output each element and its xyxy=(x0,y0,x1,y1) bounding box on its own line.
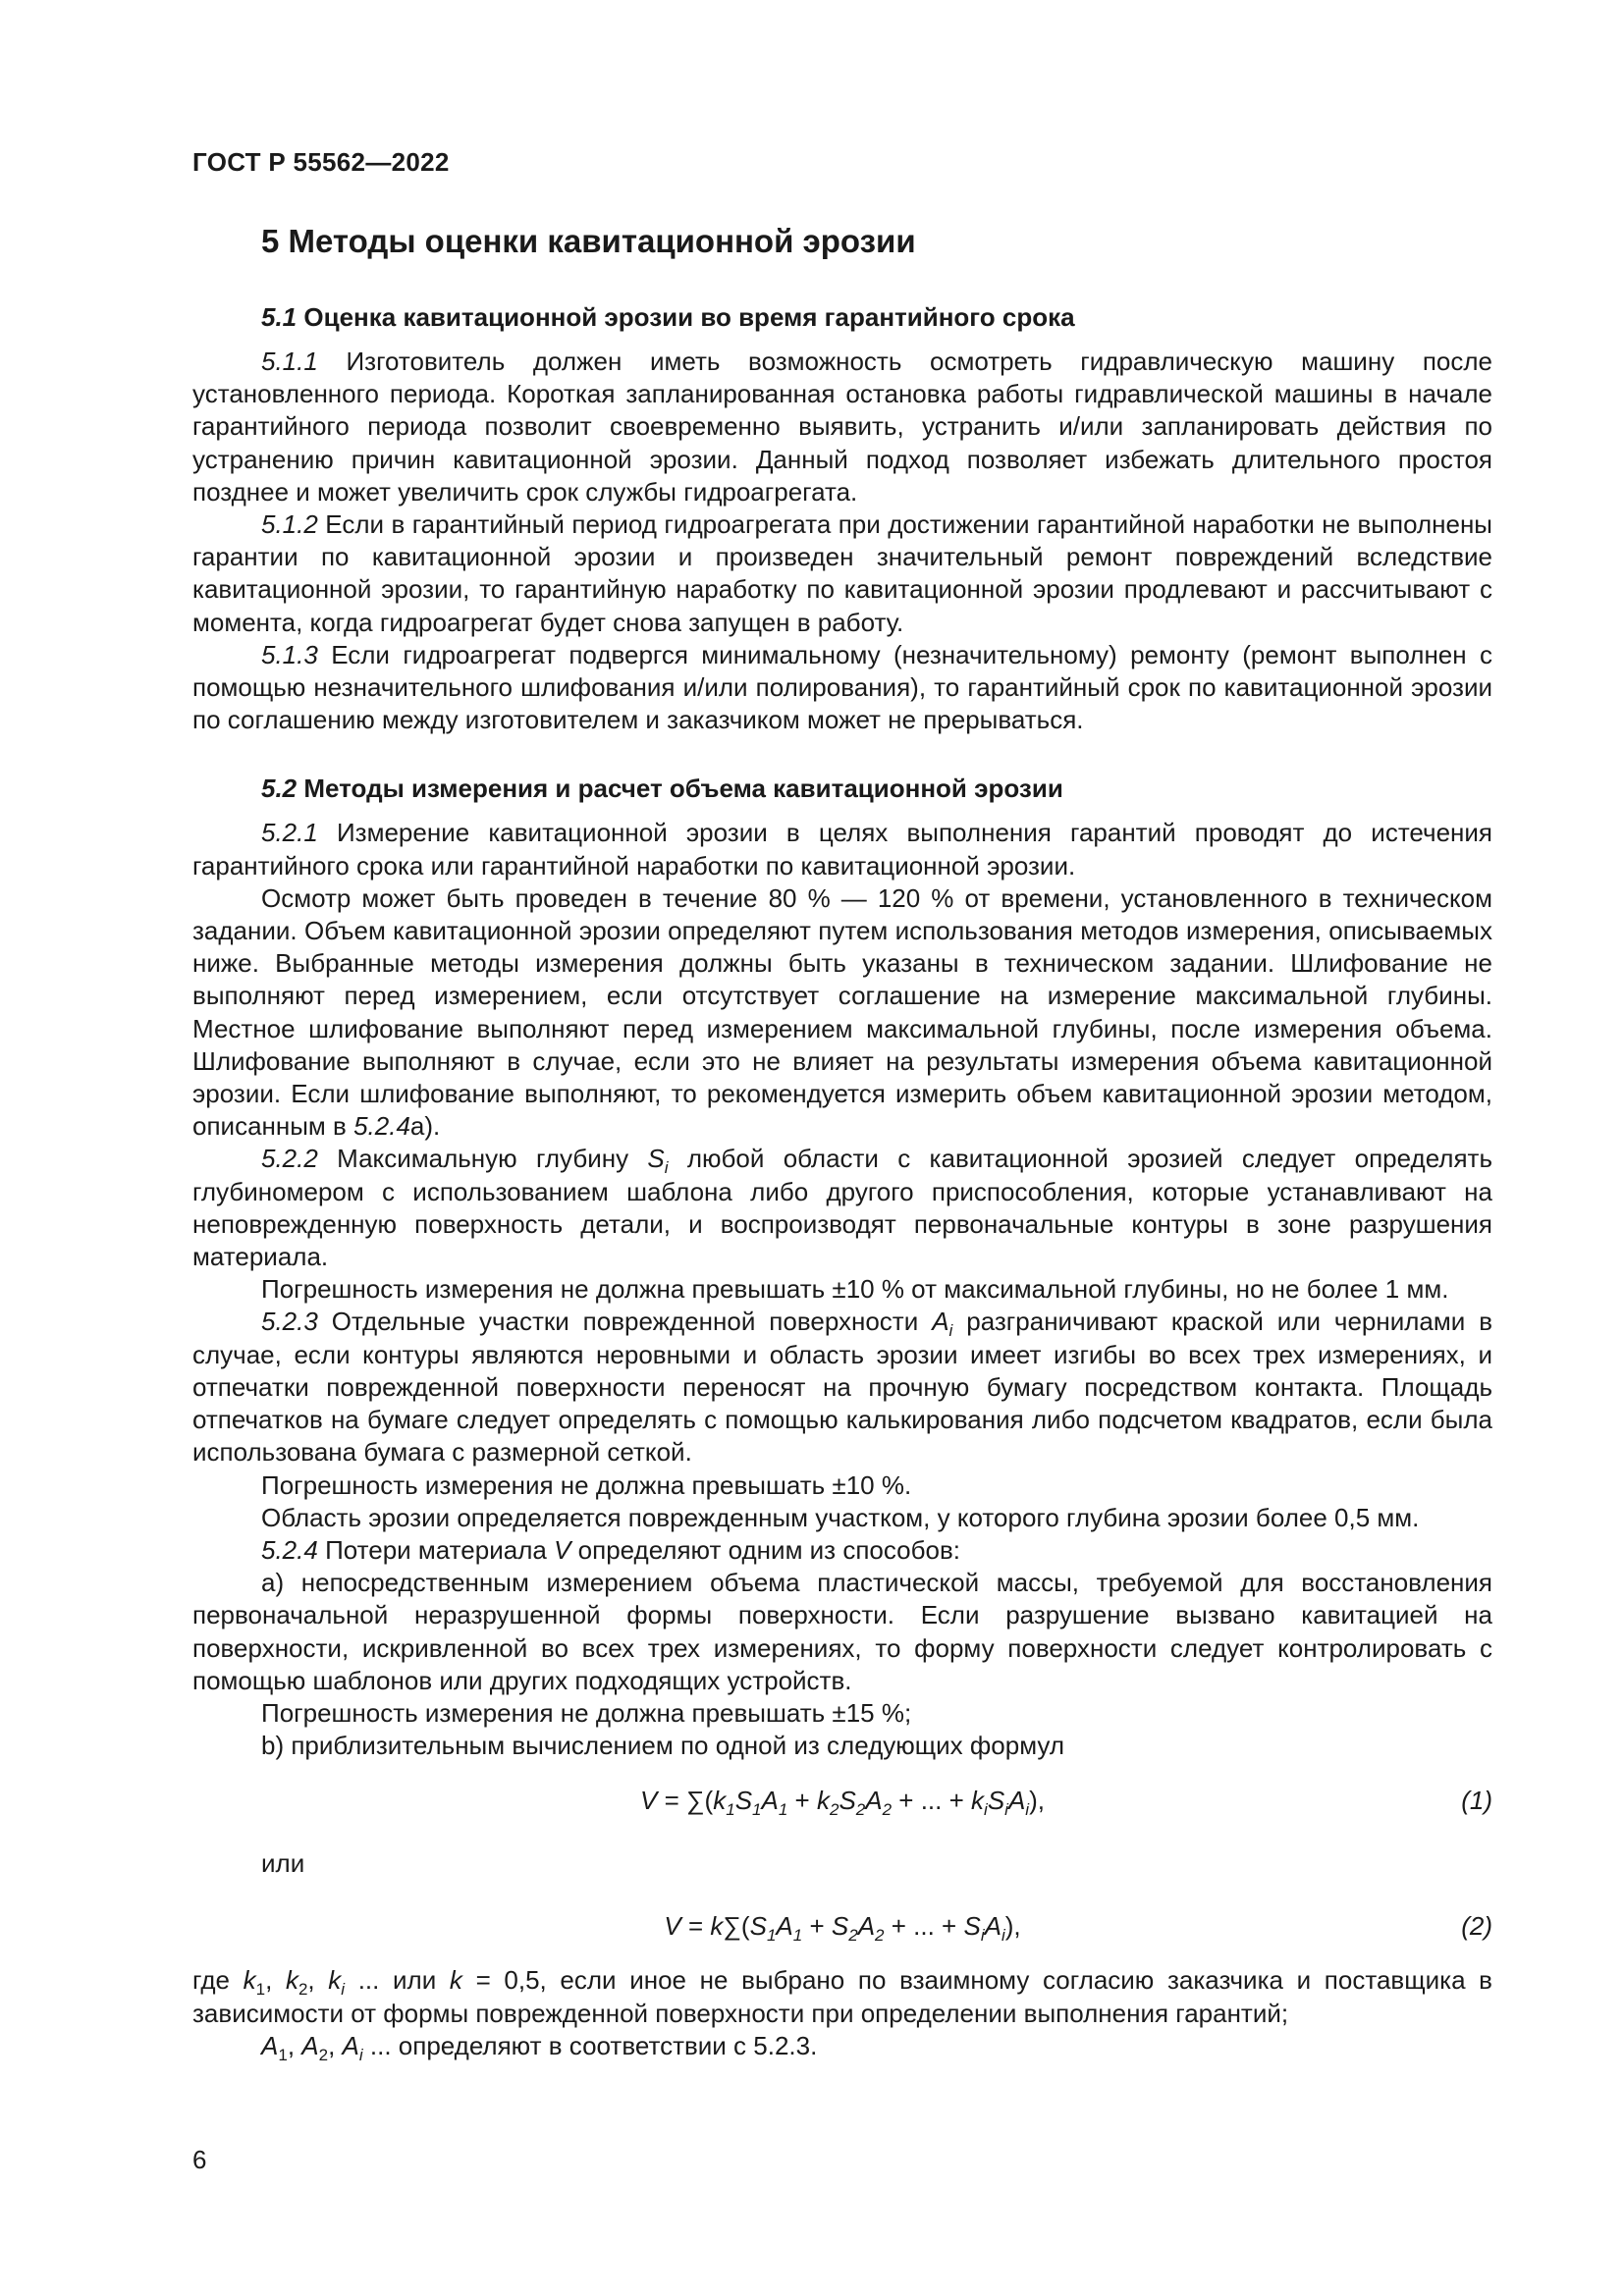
symbol-subscript: i xyxy=(664,1158,669,1178)
paragraph-5-2-2 xyxy=(192,1143,1492,1273)
symbol-a: A xyxy=(932,1307,949,1337)
subsection-title-text: Оценка кавитационной эрозии во время гарантийного срока xyxy=(303,302,1075,332)
page-number: 6 xyxy=(192,2145,207,2174)
paragraph-text: Отдельные участки поврежденной поверхности xyxy=(331,1307,919,1337)
paragraph-text: Измерение кавитационной эрозии в целях выполнения гарантий проводят до истечения гарантийного срока или гарантийной наработки по кавитационной эрозии. xyxy=(192,818,1492,881)
formula-1-expression: $V = \sum(k_1S_1A_1 + k_2S_2A_2$ + ... + $k_iS_iA_i$), xyxy=(640,1786,1045,1820)
paragraph-5-1-2 xyxy=(192,508,1492,639)
section-5 xyxy=(192,218,1492,2062)
paragraph-text: Максимальную глубину xyxy=(337,1144,629,1174)
paragraph-5-2-3-area xyxy=(192,1502,1492,1534)
symbol-s: S xyxy=(647,1144,665,1174)
paragraph-5-2-4-b xyxy=(192,1730,1492,1762)
paragraph-text: Осмотр может быть проведен в течение 80 % — 120 % от времени, установленного в техническом задании. Объем кавитационной эрозии определяют путем использования методов измерения, описываемых ниже. Выбранные методы измерения должны быть указаны в техническом задании. Шлифование не выполняют перед измерением, если отсутствует соглашение на измерение максимальной глубины. Местное шлифование выполняют перед измерением максимальной глубины, после измерения объема. Шлифование выполняют в случае, если это не влияет на результаты измерения объема кавитационной эрозии. Если шлифование выполняют, то рекомендуется измерить объем кавитационной эрозии методом, описанным в xyxy=(192,882,1492,1142)
symbol-subscript: i xyxy=(948,1321,953,1341)
subsection-5-1-title xyxy=(261,298,1492,336)
paragraph-5-1-1 xyxy=(192,346,1492,508)
paragraph-text-tail: разграничивают краской или чернилами в случае, если контуры являются неровными и область эрозии имеет изгибы во всех трех измерениях, и отпечатки поврежденной поверхности переносят на прочную бумагу посредством контакта. Площадь отпечатков на бумаге следует определять с помощью калькирования либо подсчетом квадратов, если была использована бумага с размерной сеткой. xyxy=(192,1307,1493,1468)
paragraph-text: Потери материала xyxy=(325,1534,547,1565)
formula-2-number: (2) xyxy=(1461,1911,1492,1942)
paragraph-text-tail: любой области с кавитационной эрозией следует определять глубиномером с использованием шаблона либо другого приспособления, которые устанавливают на неповрежденную поверхность детали, и воспроизводят первоначальные контуры в зоне разрушения материала. xyxy=(192,1144,1492,1272)
formula-1 xyxy=(192,1762,1492,1839)
paragraph-text: b) приблизительным вычислением по одной из следующих формул xyxy=(261,1731,1064,1761)
paragraph-text: Если в гарантийный период гидроагрегата при достижении гарантийной наработки не выполнены гарантии по кавитационной эрозии и произведен значительный ремонт повреждений вследствие кавитационной эрозии, то гарантийную наработку по кавитационной эрозии продлевают и рассчитывают с момента, когда гидроагрегат будет снова запущен в работу. xyxy=(192,509,1492,637)
paragraph-5-2-4-a-accuracy xyxy=(192,1697,1492,1730)
subsection-number: 5.2 xyxy=(261,774,298,804)
clause-number: 5.2.4 xyxy=(261,1534,318,1565)
paragraph-text: Погрешность измерения не должна превышать ±10 % от максимальной глубины, но не более 1 мм. xyxy=(261,1274,1449,1305)
paragraph-5-2-4 xyxy=(192,1534,1492,1567)
clause-number: 5.1.1 xyxy=(261,347,318,376)
paragraph-text: Если гидроагрегат подвергся минимальному (незначительному) ремонту (ремонт выполнен с помощью незначительного шлифования и/или полирования), то гарантийный срок по кавитационной эрозии по соглашению между изготовителем и заказчиком может не прерываться. xyxy=(192,639,1492,735)
paragraph-5-1-3 xyxy=(192,639,1492,737)
clause-number: 5.2.2 xyxy=(261,1144,318,1174)
paragraph-5-2-3 xyxy=(192,1306,1492,1468)
formula-1-number: (1) xyxy=(1461,1786,1492,1816)
paragraph-text: = 0,5, если иное не выбрано по взаимному согласию заказчика и поставщика в зависимости от формы поврежденной поверхности при определении выполнения гарантий; xyxy=(192,1965,1492,2028)
subsection-5-2-title xyxy=(261,770,1492,807)
paragraph-text: определяют в соответствии с 5.2.3. xyxy=(398,2030,818,2060)
section-title: 5 Методы оценки кавитационной эрозии xyxy=(261,223,916,259)
clause-number: 5.1.2 xyxy=(261,509,318,540)
paragraph-where-a: $A_1$, $A_2$, $A_i$ ... определяют в соответствии с 5.2.3. xyxy=(261,2030,818,2064)
document-code-header: ГОСТ Р 55562—2022 xyxy=(192,147,450,177)
paragraph-5-2-1 xyxy=(192,817,1492,881)
paragraph-5-2-3-accuracy xyxy=(192,1469,1492,1502)
clause-number: 5.1.3 xyxy=(261,639,318,669)
subsection-title-text: Методы измерения и расчет объема кавитационной эрозии xyxy=(303,774,1063,804)
symbol-v: V xyxy=(554,1534,571,1565)
formula-2 xyxy=(192,1888,1492,1964)
paragraph-where-k: где $k_1$, $k_2$, $k_i$ ... или k = 0,5, если иное не выбрано по взаимному согласию заказчика и поставщика в зависимости от формы поврежденной поверхности при определении выполнения гарантий; xyxy=(192,1965,1492,2028)
paragraph-5-2-4-a xyxy=(192,1567,1492,1697)
paragraph-5-2-1-inspection xyxy=(192,882,1492,1144)
clause-reference: 5.2.4 xyxy=(353,1111,410,1142)
clause-number: 5.2.3 xyxy=(261,1307,318,1337)
paragraph-5-2-2-accuracy xyxy=(192,1273,1492,1306)
formula-2-expression: $V = k\sum(S_1A_1 + S_2A_2$ + ... + $S_iA_i$), xyxy=(664,1911,1021,1946)
paragraph-text: а) непосредственным измерением объема пластической массы, требуемой для восстановления первоначальной неразрушенной формы поверхности. Если разрушение вызвано кавитацией на поверхности, искривленной во всех трех измерениях, то форму поверхности следует контролировать с помощью шаблонов или других подходящих устройств. xyxy=(192,1568,1492,1695)
paragraph-text: Погрешность измерения не должна превышать ±10 %. xyxy=(261,1469,912,1500)
where-connector: или xyxy=(393,1965,437,1996)
paragraph-text-tail: а). xyxy=(409,1111,441,1142)
paragraph-text: Изготовитель должен иметь возможность осмотреть гидравлическую машину после установленного периода. Короткая запланированная остановка работы гидравлической машины в начале гарантийного периода позволит своевременно выявить, устранить и/или запланировать действия по устранению причин кавитационной эрозии. Данный подход позволяет избежать длительного простоя позднее и может увеличить срок службы гидроагрегата. xyxy=(192,347,1493,507)
paragraph-text-tail: определяют одним из способов: xyxy=(577,1534,961,1565)
clause-number: 5.2.1 xyxy=(261,818,318,848)
paragraph-text: Область эрозии определяется поврежденным участком, у которого глубина эрозии более 0,5 мм. xyxy=(261,1502,1420,1532)
subsection-number: 5.1 xyxy=(261,302,298,332)
formula-connector: или xyxy=(261,1848,305,1879)
paragraph-text: Погрешность измерения не должна превышать ±15 %; xyxy=(261,1697,912,1728)
